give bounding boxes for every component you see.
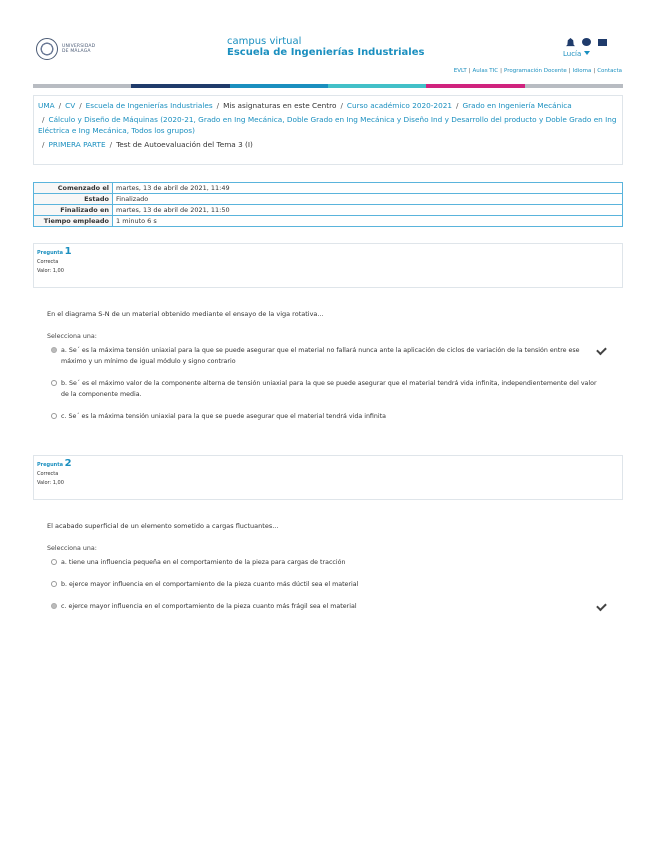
- radio-button[interactable]: [51, 347, 57, 353]
- radio-button[interactable]: [51, 581, 57, 587]
- color-bar-segment: [328, 84, 426, 88]
- messages-chat-icon[interactable]: [582, 38, 591, 46]
- summary-value: martes, 13 de abril de 2021, 11:49: [113, 183, 623, 194]
- summary-row: [34, 194, 623, 205]
- color-bar-segment: [131, 84, 229, 88]
- radio-button[interactable]: [51, 559, 57, 565]
- logo-text: UNIVERSIDAD DE MÁLAGA: [62, 44, 96, 54]
- breadcrumb-mis-asignaturas[interactable]: Mis asignaturas en este Centro: [223, 101, 337, 110]
- option-text: a. tiene una influencia pequeña en el comportamiento de la pieza para cargas de tracción: [61, 559, 346, 566]
- top-link-aulas-tic[interactable]: Aulas TIC: [472, 68, 499, 74]
- university-seal-icon: [36, 38, 58, 60]
- chevron-down-icon: [584, 51, 590, 55]
- site-title[interactable]: [227, 36, 424, 59]
- color-bar-segment: [33, 84, 131, 88]
- breadcrumb-test[interactable]: Test de Autoevaluación del Tema 3 (I): [116, 140, 253, 149]
- option-text: b. ejerce mayor influencia en el comportamiento de la pieza cuanto más dúctil sea el material: [61, 581, 359, 588]
- breadcrumb-primera-parte[interactable]: PRIMERA PARTE: [48, 140, 106, 149]
- question1-option-c[interactable]: [51, 411, 611, 422]
- select-prompt-1: Selecciona una:: [47, 333, 97, 340]
- user-menu: [560, 38, 620, 58]
- top-link-programacion[interactable]: Programación Docente: [504, 68, 567, 74]
- site-title-line1: campus virtual: [227, 36, 302, 47]
- top-links: EVLT | Aulas TIC | Programación Docente | Idioma | Contacta: [453, 68, 622, 74]
- summary-value: Finalizado: [113, 194, 623, 205]
- question1-option-a[interactable]: [51, 345, 611, 367]
- option-text: c. Se´ es la máxima tensión uniaxial para la que se puede asegurar que el material tendrá vida infinita: [61, 413, 386, 420]
- radio-button[interactable]: [51, 603, 57, 609]
- breadcrumb-uma[interactable]: UMA: [38, 101, 55, 110]
- breadcrumb: UMA / CV / Escuela de Ingenierías Industriales / Mis asignaturas en este Centro / Curso académico 2020-2021 / Grado en Ingeniería Mecánica / Cálculo y Diseño de Máquinas (2020-21, Grado en Ing Mecánica, Doble Grado en Ing Mecánica y Diseño Ind y Desarrollo del producto y Doble Grado en Ing Eléctrica e Ing Mecánica, Todos los grupos) / PRIMERA PARTE / Test de Autoevaluación del Tema 3 (I): [33, 95, 623, 165]
- question-grade: Valor: 1,00: [37, 268, 64, 274]
- breadcrumb-curso[interactable]: Curso académico 2020-2021: [346, 101, 452, 110]
- top-link-evlt[interactable]: EVLT: [453, 68, 467, 74]
- university-logo[interactable]: [36, 38, 102, 60]
- user-name: Lucía: [563, 50, 582, 58]
- question-number: 1: [64, 246, 72, 257]
- breadcrumb-cv[interactable]: CV: [65, 101, 76, 110]
- summary-row: [34, 216, 623, 227]
- site-title-line2: Escuela de Ingenierías Industriales: [227, 47, 425, 58]
- summary-label: Estado: [34, 194, 113, 205]
- question-state: Correcta: [37, 259, 59, 265]
- question-text-1: En el diagrama S-N de un material obtenido mediante el ensayo de la viga rotativa...: [47, 310, 324, 318]
- notifications-bell-icon[interactable]: [566, 38, 575, 47]
- select-prompt-2: Selecciona una:: [47, 545, 97, 552]
- color-bar-segment: [230, 84, 328, 88]
- breadcrumb-grado[interactable]: Grado en Ingeniería Mecánica: [462, 101, 572, 110]
- summary-row: [34, 205, 623, 216]
- color-bar-segment: [426, 84, 524, 88]
- radio-button[interactable]: [51, 413, 57, 419]
- question-label: Pregunta: [37, 250, 63, 256]
- question-grade: Valor: 1,00: [37, 480, 64, 486]
- question-label: Pregunta: [37, 462, 63, 468]
- option-text: b. Se´ es el máximo valor de la componente alterna de tensión uniaxial para la que se puede asegurar que el material tendrá vida infinita, independientemente del valor de la componente media.: [61, 380, 597, 398]
- question-state: Correcta: [37, 471, 59, 477]
- question2-option-c[interactable]: [51, 601, 611, 612]
- option-text: c. ejerce mayor influencia en el comportamiento de la pieza cuanto más frágil sea el material: [61, 603, 357, 610]
- summary-row: [34, 183, 623, 194]
- color-bar-segment: [525, 84, 623, 88]
- summary-label: Tiempo empleado: [34, 216, 113, 227]
- breadcrumb-asignatura[interactable]: Cálculo y Diseño de Máquinas (2020-21, Grado en Ing Mecánica, Doble Grado en Ing Mecánica y Diseño Ind y Desarrollo del producto y Doble Grado en Ing Eléctrica e Ing Mecánica, Todos los grupos): [38, 115, 617, 135]
- summary-value: martes, 13 de abril de 2021, 11:50: [113, 205, 623, 216]
- top-link-idioma[interactable]: Idioma: [572, 68, 592, 74]
- summary-label: Finalizado en: [34, 205, 113, 216]
- radio-button[interactable]: [51, 380, 57, 386]
- question-number: 2: [64, 458, 72, 469]
- question2-option-b[interactable]: [51, 579, 611, 590]
- user-name-dropdown[interactable]: [560, 50, 620, 58]
- breadcrumb-escuela[interactable]: Escuela de Ingenierías Industriales: [85, 101, 213, 110]
- summary-value: 1 minuto 6 s: [113, 216, 623, 227]
- top-link-contacta[interactable]: Contacta: [597, 68, 622, 74]
- option-text: a. Se´ es la máxima tensión uniaxial para la que se puede asegurar que el material no fallará nunca ante la aplicación de ciclos de variación de la tensión entre ese máximo y un mínimo de igual módulo y signo contrario: [61, 347, 580, 365]
- attempt-summary-table: [33, 182, 623, 227]
- question-text-2: El acabado superficial de un elemento sometido a cargas fluctuantes...: [47, 522, 279, 530]
- summary-label: Comenzado el: [34, 183, 113, 194]
- question-info-1: [33, 243, 623, 288]
- mail-envelope-icon[interactable]: [598, 39, 607, 46]
- question-info-2: [33, 455, 623, 500]
- question2-option-a[interactable]: [51, 557, 611, 568]
- question1-option-b[interactable]: [51, 378, 611, 400]
- color-bar: [33, 84, 623, 88]
